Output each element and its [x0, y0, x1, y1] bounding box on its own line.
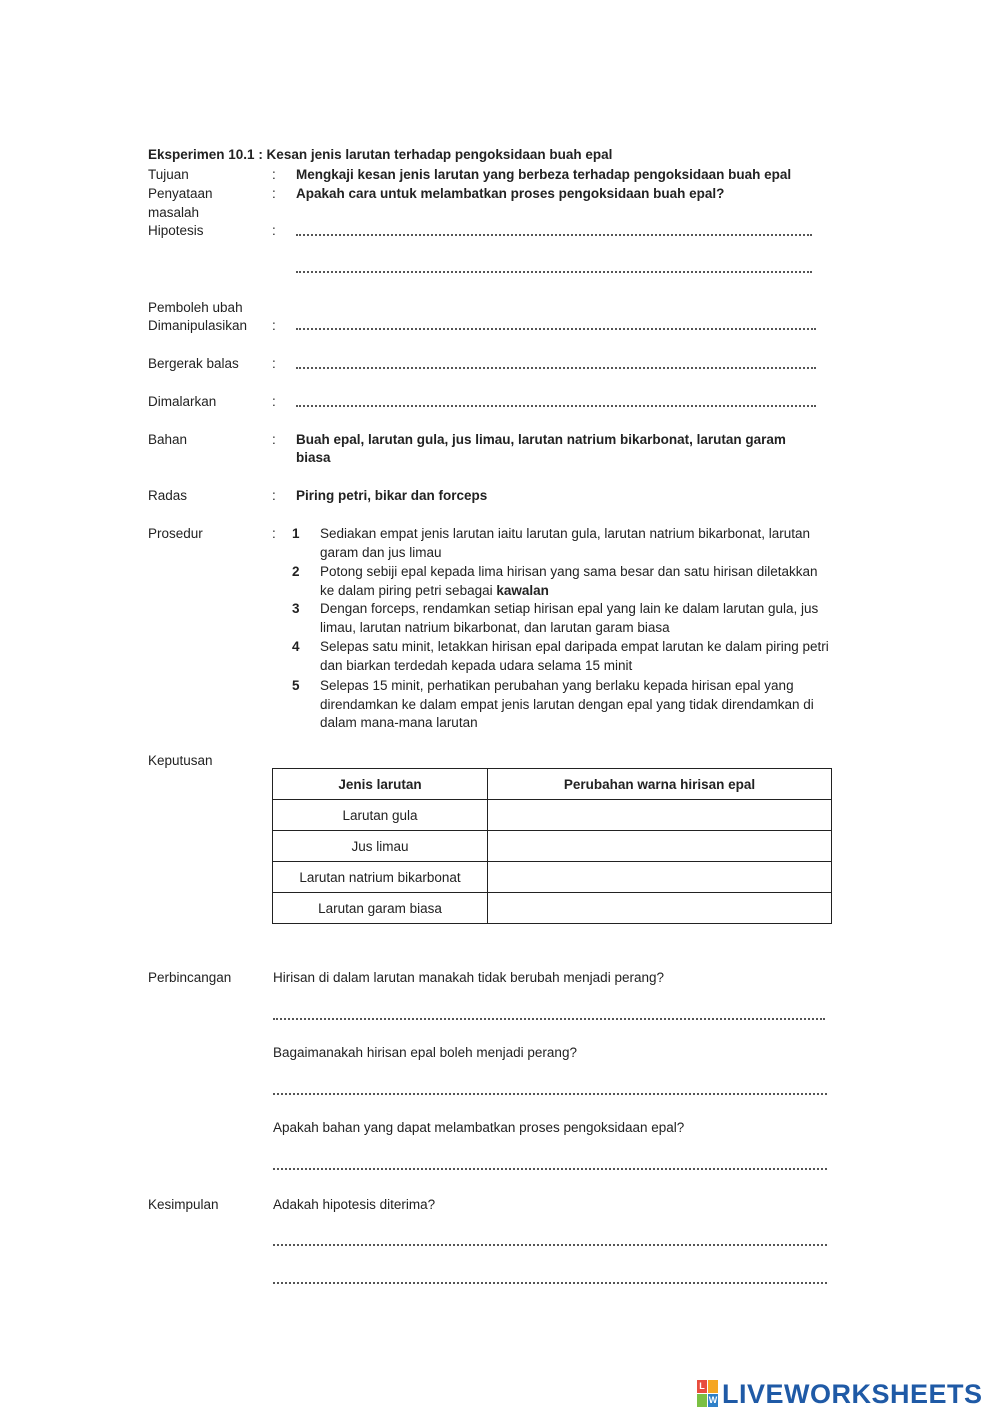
- penyataan-label: Penyataan: [148, 186, 213, 201]
- table-row: [273, 893, 832, 924]
- hipotesis-answer-line-1[interactable]: [296, 234, 812, 236]
- solution-cell: Jus limau: [273, 831, 488, 862]
- bahan-label: Bahan: [148, 432, 188, 447]
- tujuan-label: Tujuan: [148, 167, 189, 182]
- keputusan-label: Keputusan: [148, 753, 213, 768]
- column-header: Jenis larutan: [273, 769, 488, 800]
- hipotesis-answer-line-2[interactable]: [296, 271, 812, 273]
- colon: :: [272, 186, 276, 201]
- hipotesis-label: Hipotesis: [148, 223, 204, 238]
- colon: :: [272, 318, 276, 333]
- dimanipulasikan-label: Dimanipulasikan: [148, 318, 248, 333]
- kesimpulan-label: Kesimpulan: [148, 1197, 219, 1212]
- discussion-question-3: Apakah bahan yang dapat melambatkan proses pengoksidaan epal?: [273, 1120, 685, 1135]
- dimanipulasikan-answer-line[interactable]: [296, 328, 816, 330]
- discussion-answer-line-2[interactable]: [273, 1093, 827, 1095]
- conclusion-answer-line-2[interactable]: [273, 1282, 827, 1284]
- radas-value: Piring petri, bikar dan forceps: [296, 488, 488, 503]
- discussion-question-2: Bagaimanakah hirisan epal boleh menjadi perang?: [273, 1045, 577, 1060]
- step-number: 2: [292, 564, 300, 579]
- bahan-value-line-1: Buah epal, larutan gula, jus limau, larutan natrium bikarbonat, larutan garam: [296, 432, 786, 447]
- conclusion-answer-line-1[interactable]: [273, 1244, 827, 1246]
- step-text: Selepas 15 minit, perhatikan perubahan yang berlaku kepada hirisan epal yang direndamkan ke dalam empat jenis larutan dengan epal yang tidak direndamkan di dalam mana-mana larutan: [320, 678, 814, 730]
- colon: :: [272, 488, 276, 503]
- colon: :: [272, 432, 276, 447]
- table-row: [273, 862, 832, 893]
- colon: :: [272, 526, 276, 541]
- step-number: 5: [292, 678, 300, 693]
- logo-square: [708, 1380, 718, 1393]
- worksheet-title: Eksperimen 10.1 : Kesan jenis larutan terhadap pengoksidaan buah epal: [148, 147, 613, 162]
- step-text-wrap: [320, 563, 830, 600]
- step-text-bold: kawalan: [496, 582, 549, 598]
- radas-label: Radas: [148, 488, 188, 503]
- conclusion-question: Adakah hipotesis diterima?: [273, 1197, 436, 1212]
- solution-cell: Larutan gula: [273, 800, 488, 831]
- colour-change-input-cell[interactable]: [488, 800, 832, 831]
- logo-letter: W: [708, 1395, 718, 1405]
- prosedur-label: Prosedur: [148, 526, 203, 541]
- logo-letter: L: [697, 1380, 707, 1393]
- discussion-question-1: Hirisan di dalam larutan manakah tidak berubah menjadi perang?: [273, 970, 664, 985]
- table-row: [273, 831, 832, 862]
- column-header: Perubahan warna hirisan epal: [488, 769, 832, 800]
- perbincangan-label: Perbincangan: [148, 970, 232, 985]
- liveworksheets-brand: LIVEWORKSHEETS: [722, 1379, 983, 1409]
- discussion-answer-line-3[interactable]: [273, 1168, 827, 1170]
- step-number: 1: [292, 526, 300, 541]
- bergerak-balas-answer-line[interactable]: [296, 367, 816, 369]
- step-number: 4: [292, 639, 300, 654]
- dimalarkan-answer-line[interactable]: [296, 405, 816, 407]
- pemboleh-ubah-label: Pemboleh ubah: [148, 300, 243, 315]
- step-text: Dengan forceps, rendamkan setiap hirisan epal yang lain ke dalam larutan gula, jus limau, larutan natrium bikarbonat, dan larutan garam biasa: [320, 601, 819, 635]
- step-text: Sediakan empat jenis larutan iaitu larutan gula, larutan natrium bikarbonat, larutan garam dan jus limau: [320, 526, 811, 560]
- colon: :: [272, 167, 276, 182]
- bahan-value-line-2: biasa: [296, 450, 331, 465]
- liveworksheets-logo-icon: [697, 1380, 719, 1408]
- step-number: 3: [292, 601, 300, 616]
- step-text: Selepas satu minit, letakkan hirisan epal daripada empat larutan ke dalam piring petri dan biarkan terdedah kepada udara selama 15 minit: [320, 639, 829, 673]
- bergerak-balas-label: Bergerak balas: [148, 356, 239, 371]
- tujuan-value: Mengkaji kesan jenis larutan yang berbeza terhadap pengoksidaan buah epal: [296, 167, 792, 182]
- colour-change-input-cell[interactable]: [488, 831, 832, 862]
- table-header-row: [273, 769, 832, 800]
- logo-square: [697, 1394, 707, 1407]
- solution-cell: Larutan garam biasa: [273, 893, 488, 924]
- solution-cell: Larutan natrium bikarbonat: [273, 862, 488, 893]
- discussion-answer-line-1[interactable]: [273, 1018, 825, 1020]
- table-row: [273, 800, 832, 831]
- results-table: [272, 768, 832, 924]
- colon: :: [272, 394, 276, 409]
- colour-change-input-cell[interactable]: [488, 893, 832, 924]
- masalah-label: masalah: [148, 205, 200, 220]
- step-text: Potong sebiji epal kepada lima hirisan yang sama besar dan satu hirisan diletakkan ke dalam piring petri sebagai: [320, 564, 818, 598]
- colour-change-input-cell[interactable]: [488, 862, 832, 893]
- colon: :: [272, 223, 276, 238]
- colon: :: [272, 356, 276, 371]
- penyataan-value: Apakah cara untuk melambatkan proses pengoksidaan buah epal?: [296, 186, 725, 201]
- dimalarkan-label: Dimalarkan: [148, 394, 217, 409]
